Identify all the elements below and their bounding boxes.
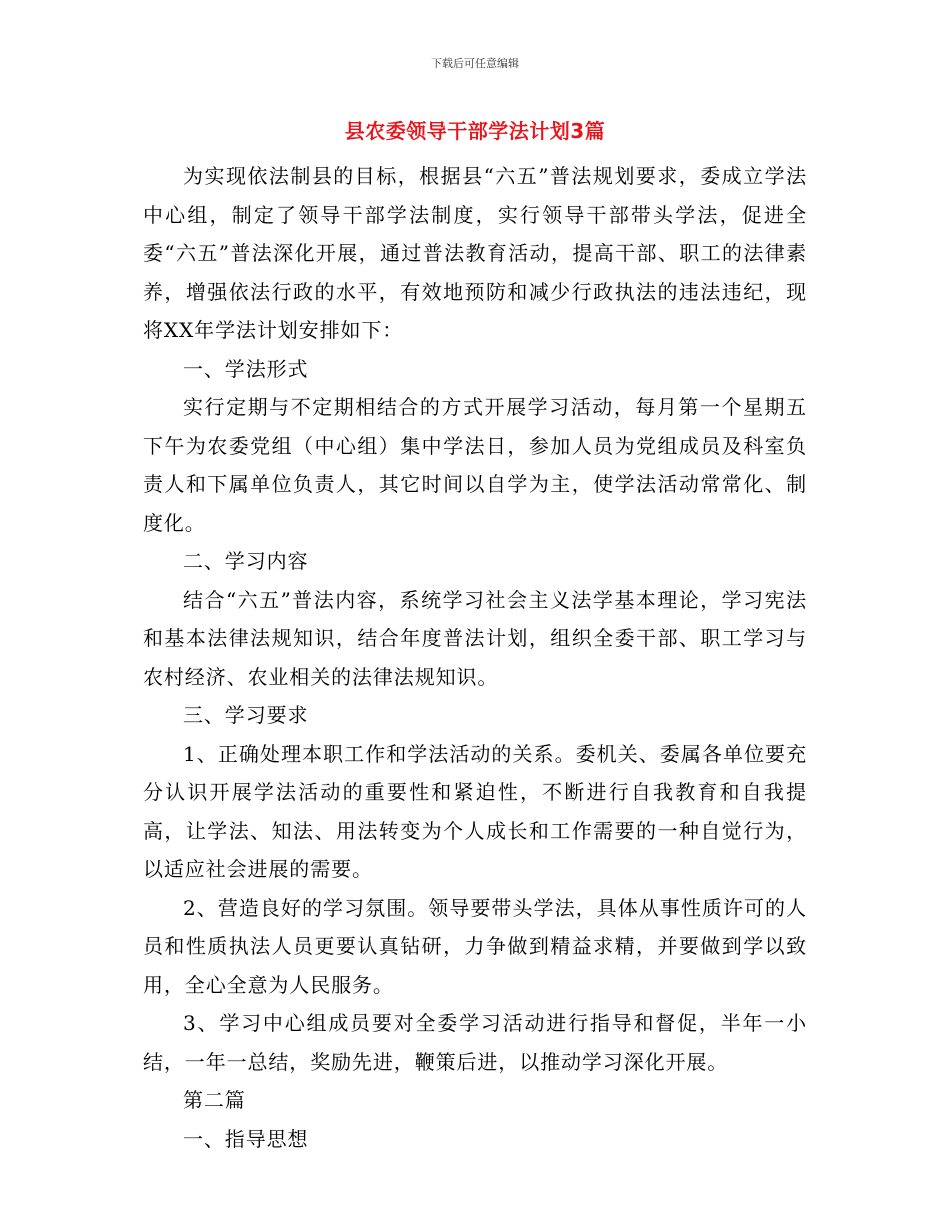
part-two-label: 第二篇 [183,1088,246,1112]
section-heading-requirements: 三、学习要求 [183,703,309,727]
requirement-paragraph-3: 3、学习中心组成员要对全委学习活动进行指导和督促，半年一小结，一年一总结，奖励先进，鞭策后进，以推动学习深化开展。 [143,1011,807,1074]
document-body [143,157,807,1158]
requirement-paragraph-1: 1、正确处理本职工作和学法活动的关系。委机关、委属各单位要充分认识开展学法活动的重要性和紧迫性，不断进行自我教育和自我提高，让学法、知法、用法转变为个人成长和工作需要的一种自觉行为，以适应社会进展的需要。 [143,741,807,881]
part-two-first-heading: 一、指导思想 [183,1126,309,1151]
section-content-paragraph: 结合“六五”普法内容，系统学习社会主义法学基本理论，学习宪法和基本法律法规知识，结合年度普法计划，组织全委干部、职工学习与农村经济、农业相关的法律法规知识。 [143,587,807,689]
section-form-paragraph: 实行定期与不定期相结合的方式开展学习活动，每月第一个星期五下午为农委党组（中心组）集中学法日，参加人员为党组成员及科室负责人和下属单位负责人，其它时间以自学为主，使学法活动常常化、制度化。 [143,395,807,535]
section-heading-content: 二、学习内容 [183,549,309,573]
section-heading-form: 一、学法形式 [183,356,309,381]
document-title: 县农委领导干部学法计划3篇 [344,119,606,143]
page-header-note: 下载后可任意编辑 [431,57,519,70]
intro-paragraph: 为实现依法制县的目标，根据县“六五”普法规划要求，委成立学法中心组，制定了领导干部学法制度，实行领导干部带头学法，促进全委“六五”普法深化开展，通过普法教育活动，提高干部、职工的法律素养，增强依法行政的水平，有效地预防和减少行政执法的违法违纪，现将XX年学法计划安排如下： [143,164,807,342]
requirement-paragraph-2: 2、营造良好的学习氛围。领导要带头学法，具体从事性质许可的人员和性质执法人员更要认真钻研，力争做到精益求精，并要做到学以致用，全心全意为人民服务。 [143,895,807,997]
